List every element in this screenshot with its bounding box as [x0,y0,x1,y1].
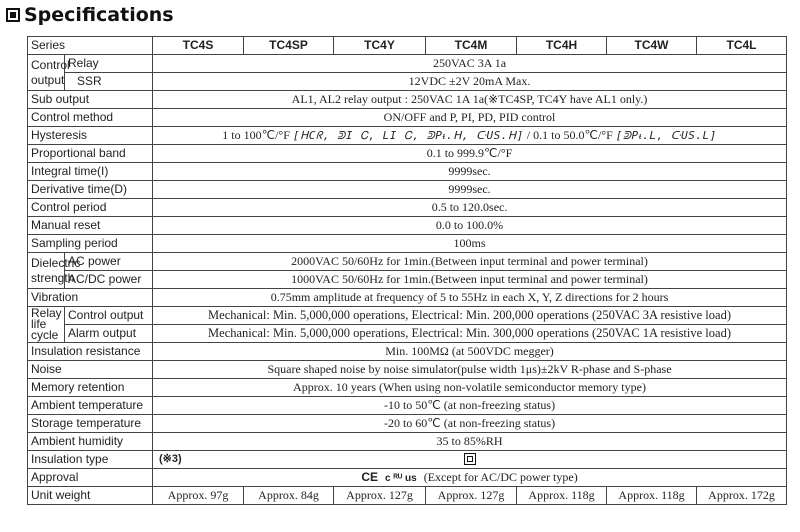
row-sampling-period [28,235,787,253]
insulation-type-value [153,451,787,469]
dielectric-strength-label: Dielectric strength [28,253,65,289]
model-tc4w: TC4W [607,37,697,55]
control-output-life-label: Control output [65,307,153,325]
vibration-label: Vibration [28,289,153,307]
proportional-band-value: 0.1 to 999.9℃/°F [153,145,787,163]
control-method-value: ON/OFF and P, PI, PD, PID control [153,109,787,127]
ambient-temperature-value: -10 to 50℃ (at non-freezing status) [153,397,787,415]
row-insulation-resistance [28,343,787,361]
row-insulation-type [28,451,787,469]
row-control-period [28,199,787,217]
series-label: Series [28,37,153,55]
header-row [28,37,787,55]
approval-note: (Except for AC/DC power type) [423,469,578,484]
weight-tc4l: Approx. 172g [697,487,787,505]
approval-label: Approval [28,469,153,487]
hysteresis-label: Hysteresis [28,127,153,145]
row-relay-life-control [28,307,787,325]
alarm-output-life-value: Mechanical: Min. 5,000,000 operations, Electrical: Min. 300,000 operations (250VAC 1A resistive load) [153,325,787,343]
row-ambient-humidity [28,433,787,451]
unit-weight-label: Unit weight [28,487,153,505]
insulation-resistance-value: Min. 100MΩ (at 500VDC megger) [153,343,787,361]
row-dielectric-ac [28,253,787,271]
manual-reset-value: 0.0 to 100.0% [153,217,787,235]
control-period-label: Control period [28,199,153,217]
row-storage-temperature [28,415,787,433]
double-insulation-icon [464,453,476,465]
row-sub-output [28,91,787,109]
control-output-label: Control output [28,55,65,91]
row-control-output-ssr [28,73,787,91]
weight-tc4s: Approx. 97g [153,487,244,505]
acdc-power-label: AC/DC power [65,271,153,289]
storage-temperature-value: -20 to 60℃ (at non-freezing status) [153,415,787,433]
ssr-value: 12VDC ±2V 20mA Max. [153,73,787,91]
row-control-output-relay [28,55,787,73]
derivative-time-value: 9999sec. [153,181,787,199]
row-control-method [28,109,787,127]
control-method-label: Control method [28,109,153,127]
hysteresis-range-1: 1 to 100℃/°F [222,128,290,142]
weight-tc4h: Approx. 118g [517,487,607,505]
model-tc4s: TC4S [153,37,244,55]
model-tc4sp: TC4SP [244,37,334,55]
memory-retention-label: Memory retention [28,379,153,397]
acdc-power-value: 1000VAC 50/60Hz for 1min.(Between input terminal and power terminal) [153,271,787,289]
control-output-life-value: Mechanical: Min. 5,000,000 operations, Electrical: Min. 200,000 operations (250VAC 3A resistive load) [153,307,787,325]
row-proportional-band [28,145,787,163]
row-memory-retention [28,379,787,397]
insulation-type-label: Insulation type [28,451,153,469]
insulation-resistance-label: Insulation resistance [28,343,153,361]
row-integral-time [28,163,787,181]
hysteresis-range-2: / 0.1 to 50.0℃/°F [526,128,613,142]
noise-label: Noise [28,361,153,379]
control-period-value: 0.5 to 120.0sec. [153,199,787,217]
specifications-table [27,36,787,505]
weight-tc4w: Approx. 118g [607,487,697,505]
model-tc4m: TC4M [426,37,517,55]
noise-value: Square shaped noise by noise simulator(pulse width 1μs)±2kV R-phase and S-phase [153,361,787,379]
storage-temperature-label: Storage temperature [28,415,153,433]
row-approval [28,469,787,487]
hysteresis-value [153,127,787,145]
ambient-temperature-label: Ambient temperature [28,397,153,415]
proportional-band-label: Proportional band [28,145,153,163]
row-ambient-temperature [28,397,787,415]
title-text: Specifications [24,4,174,26]
derivative-time-label: Derivative time(D) [28,181,153,199]
weight-tc4y: Approx. 127g [334,487,426,505]
row-manual-reset [28,217,787,235]
ul-mark-icon: c ᴿᵁ us [385,472,417,484]
checkbox-square-icon [6,8,20,22]
relay-value: 250VAC 3A 1a [153,55,787,73]
hysteresis-codes-1: [ᕼCᖇ, ᕲI Ꮯ, LI Ꮯ, ᕲPᵼ.ᕼ, ᑢUS.ᕼ] [292,129,524,142]
approval-value [153,469,787,487]
ambient-humidity-value: 35 to 85%RH [153,433,787,451]
ce-mark-icon: CE [361,469,378,484]
row-hysteresis [28,127,787,145]
row-derivative-time [28,181,787,199]
integral-time-label: Integral time(I) [28,163,153,181]
ambient-humidity-label: Ambient humidity [28,433,153,451]
page-title [6,3,174,27]
ac-power-label: AC power [65,253,153,271]
sub-output-label: Sub output [28,91,153,109]
relay-life-cycle-label: Relay life cycle [28,307,65,343]
vibration-value: 0.75mm amplitude at frequency of 5 to 55Hz in each X, Y, Z directions for 2 hours [153,289,787,307]
sampling-period-value: 100ms [153,235,787,253]
alarm-output-life-label: Alarm output [65,325,153,343]
model-tc4h: TC4H [517,37,607,55]
sampling-period-label: Sampling period [28,235,153,253]
sub-output-value: AL1, AL2 relay output : 250VAC 1A 1a(※TC4SP, TC4Y have AL1 only.) [153,91,787,109]
memory-retention-value: Approx. 10 years (When using non-volatile semiconductor memory type) [153,379,787,397]
model-tc4y: TC4Y [334,37,426,55]
row-dielectric-acdc [28,271,787,289]
integral-time-value: 9999sec. [153,163,787,181]
hysteresis-codes-2: [ᕲPᵼ.L, ᑢUS.L] [615,129,717,142]
row-vibration [28,289,787,307]
insulation-type-note: (※3) [159,453,182,465]
relay-label: Relay [65,55,153,73]
manual-reset-label: Manual reset [28,217,153,235]
row-noise [28,361,787,379]
model-tc4l: TC4L [697,37,787,55]
ssr-label: SSR [65,73,153,91]
weight-tc4sp: Approx. 84g [244,487,334,505]
ac-power-value: 2000VAC 50/60Hz for 1min.(Between input terminal and power terminal) [153,253,787,271]
row-relay-life-alarm [28,325,787,343]
row-unit-weight [28,487,787,505]
weight-tc4m: Approx. 127g [426,487,517,505]
